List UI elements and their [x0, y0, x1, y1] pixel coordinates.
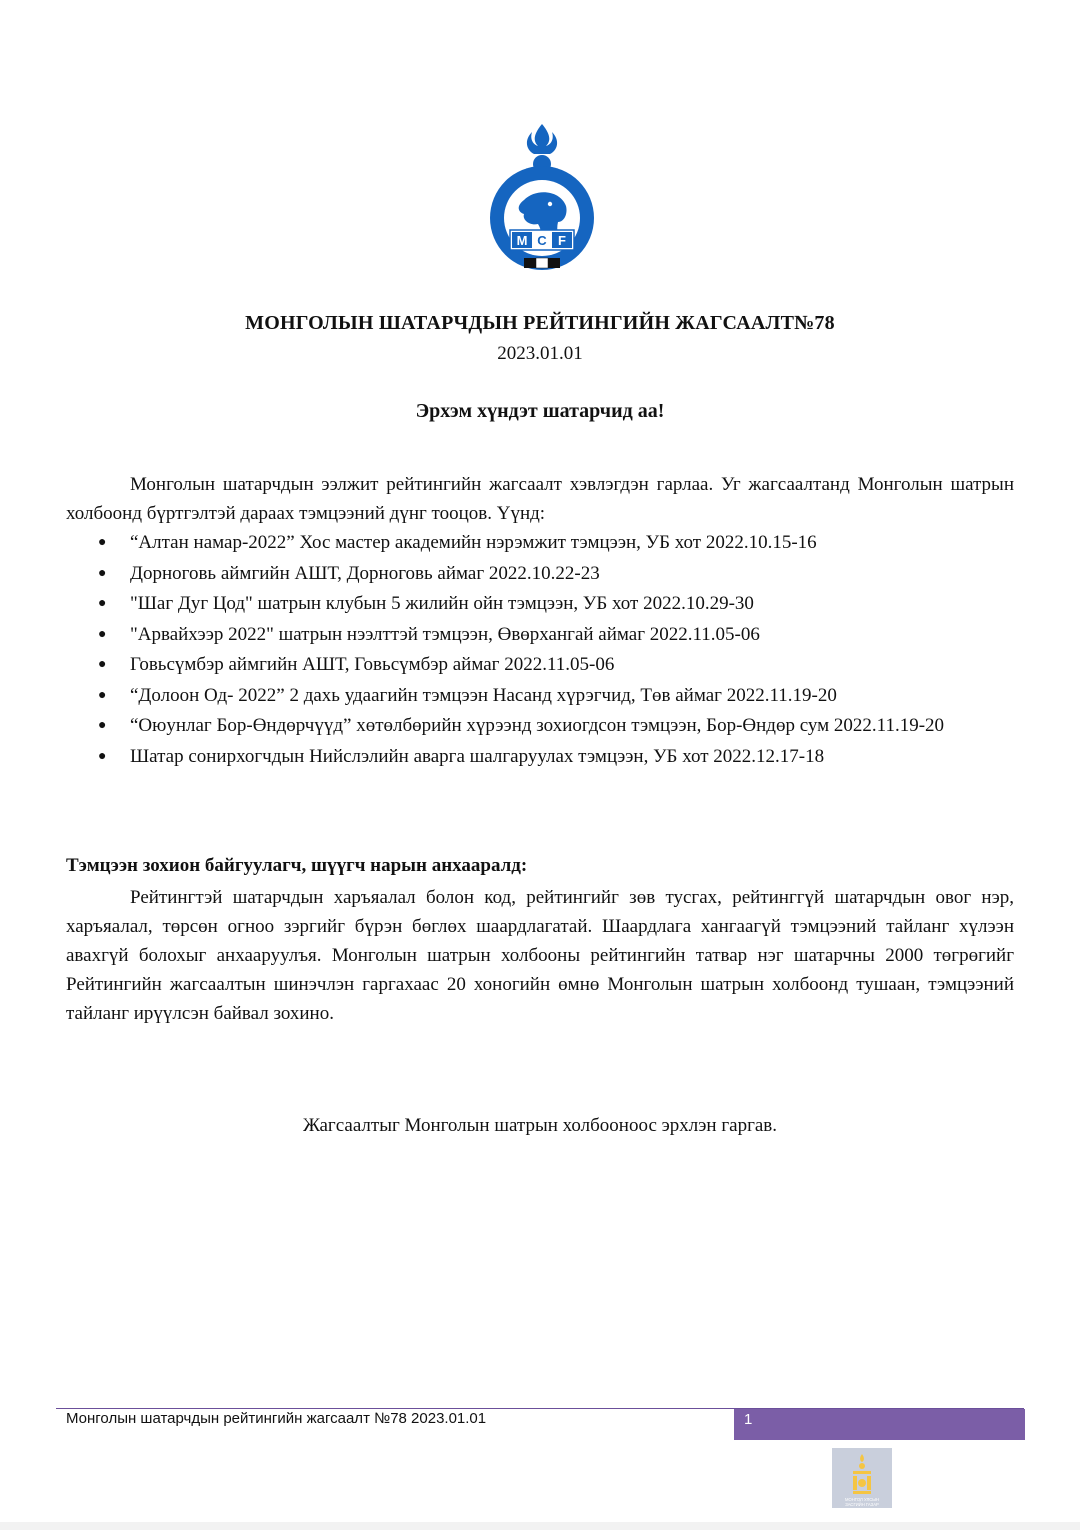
notice-paragraph	[66, 883, 1014, 1028]
document-title: МОНГОЛЫН ШАТАРЧДЫН РЕЙТИНГИЙН ЖАГСААЛТ№78	[245, 312, 835, 334]
gov-badge-text: МОНГОЛ УЛСЫН	[845, 1497, 879, 1502]
closing-line: Жагсаалтыг Монголын шатрын холбооноос эрхлэн гаргав.	[302, 1115, 778, 1136]
list-item: ● “Долоон Од- 2022” 2 дахь удаагийн тэмцээн Насанд хүрэгчид, Төв аймаг 2022.11.19-20	[66, 681, 1014, 710]
bullet-icon: ●	[98, 535, 107, 550]
list-item: ● Дорноговь аймгийн АШТ, Дорноговь аймаг 2022.10.22-23	[66, 559, 1014, 588]
soyombo-emblem-icon	[832, 1448, 892, 1508]
bullet-icon: ●	[98, 718, 107, 733]
list-item: ● “Алтан намар-2022” Хос мастер академийн нэрэмжит тэмцээн, УБ хот 2022.10.15-16	[66, 528, 1014, 557]
bullet-icon: ●	[98, 687, 107, 703]
bullet-icon: ●	[98, 626, 107, 642]
list-item: ● “Оюунлаг Бор-Өндөрчүүд” хөтөлбөрийн хүрээнд зохиогдсон тэмцээн, Бор-Өндөр сум 2022.11.19-20	[66, 711, 1014, 740]
bullet-icon: ●	[98, 596, 107, 611]
page-number: 1	[734, 1409, 1025, 1440]
event-list	[66, 528, 1014, 772]
bottom-strip	[0, 1522, 1080, 1530]
bullet-icon: ●	[98, 657, 107, 672]
notice-heading: Тэмцээн зохион байгуулагч, шүүгч нарын анхааралд:	[66, 855, 528, 876]
notice-text: Рейтингтэй шатарчдын харъяалал болон код, рейтингийг зөв тусгах, рейтинггүй шатарчдын овог нэр, харъяалал, төрсөн огноо зэргийг бүрэн бөглөх шаардлагатай. Шаардлага хангаагүй тэмцээний тайланг хүлээн авахгүй болохыг анхааруулъя. Монголын шатрын холбооны рейтингийн татвар нэг шатарчны 2000 төгрөгийг Рейтингийн жагсаалтын шинэчлэн гаргахаас 20 хоногийн өмнө Монголын шатрын холбоонд тушаан, тэмцээний тайланг ирүүлсэн байвал зохино.	[66, 887, 1014, 1024]
intro-paragraph	[66, 470, 1014, 528]
intro-text: Монголын шатарчдын ээлжит рейтингийн жагсаалт хэвлэгдэн гарлаа. Уг жагсаалтанд Монголын шатрын холбоонд бүртгэлтэй дараах тэмцээний дүнг тооцов. Үүнд:	[66, 474, 1014, 524]
bullet-icon: ●	[98, 748, 107, 764]
mcf-logo-icon	[472, 118, 612, 278]
footer-text: Монголын шатарчдын рейтингийн жагсаалт №78 2023.01.01	[66, 1410, 487, 1427]
bullet-icon: ●	[98, 565, 107, 581]
svg-text:F: F	[558, 233, 566, 248]
svg-text:C: C	[537, 233, 547, 248]
greeting: Эрхэм хүндэт шатарчид аа!	[415, 400, 665, 422]
svg-text:ЗАСГИЙН ГАЗАР: ЗАСГИЙН ГАЗАР	[845, 1502, 879, 1507]
list-item: ● "Арвайхээр 2022" шатрын нээлттэй тэмцээн, Өвөрхангай аймаг 2022.11.05-06	[66, 620, 1014, 649]
list-item: ● "Шаг Дуг Цод" шатрын клубын 5 жилийн ойн тэмцээн, УБ хот 2022.10.29-30	[66, 589, 1014, 618]
svg-text:M: M	[516, 233, 528, 248]
document-date: 2023.01.01	[497, 343, 583, 364]
list-item: ● Говьсүмбэр аймгийн АШТ, Говьсүмбэр аймаг 2022.11.05-06	[66, 650, 1014, 679]
list-item: ● Шатар сонирхогчдын Нийслэлийн аварга шалгаруулах тэмцээн, УБ хот 2022.12.17-18	[66, 742, 1014, 771]
